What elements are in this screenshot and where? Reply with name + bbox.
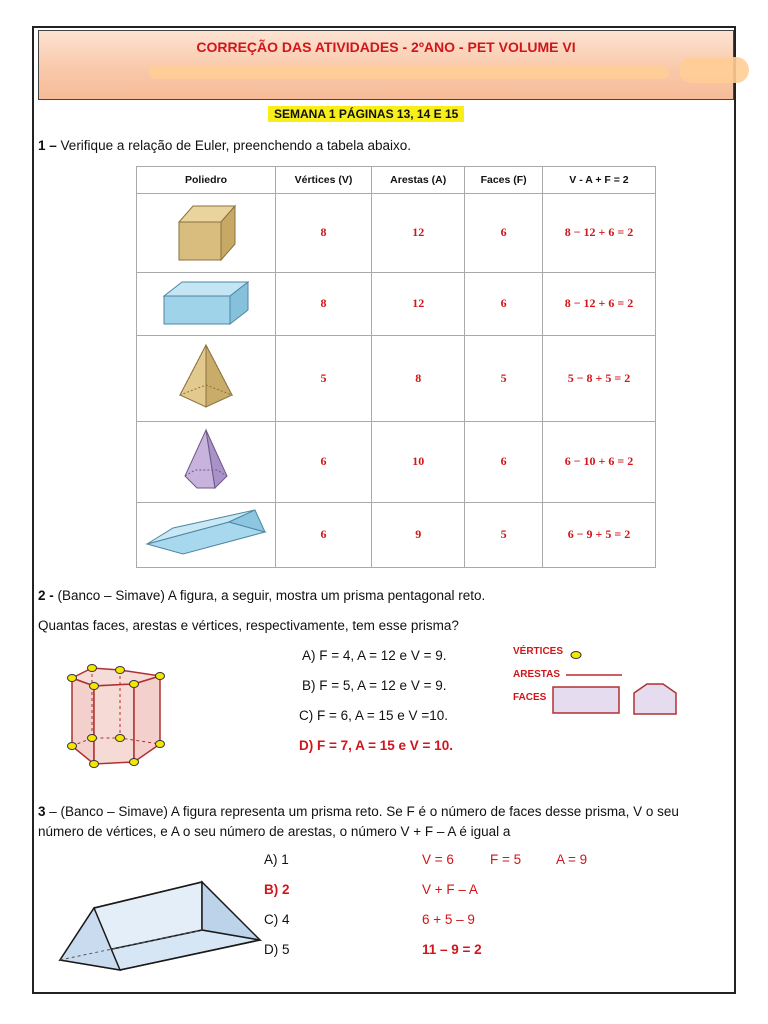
question-2-prompt: Quantas faces, arestas e vértices, respectivamente, tem esse prisma? (38, 618, 459, 633)
q3-option-a: A) 1 (264, 852, 289, 867)
q2-option-b: B) F = 5, A = 12 e V = 9. (302, 678, 447, 693)
table-cell-edges: 9 (372, 502, 465, 567)
header-decoration-blob (679, 57, 749, 83)
pentagonal-pyramid-icon (137, 421, 276, 502)
header-banner (38, 30, 734, 100)
rectangular-prism-icon (137, 272, 276, 335)
table-cell-vertices: 6 (276, 421, 372, 502)
triangular-prism-figure (56, 880, 264, 972)
q3-work-formula: V + F – A (422, 882, 478, 897)
q3-option-b-answer: B) 2 (264, 882, 290, 897)
table-cell-vertices: 6 (276, 502, 372, 567)
table-cell-faces: 5 (465, 335, 543, 421)
table-header: Vértices (V) (276, 167, 372, 194)
table-row (137, 421, 656, 502)
legend-vertices: VÉRTICES (513, 646, 564, 657)
question-1-text: Verifique a relação de Euler, preenchendo a tabela abaixo. (60, 138, 412, 153)
table-header: Poliedro (137, 167, 276, 194)
table-cell-equation: 6 − 10 + 6 = 2 (542, 421, 655, 502)
question-2 (38, 588, 485, 603)
q2-option-d-answer: D) F = 7, A = 15 e V = 10. (299, 738, 453, 753)
legend-edges: ARESTAS (513, 669, 561, 680)
table-cell-equation: 8 − 12 + 6 = 2 (542, 272, 655, 335)
question-2-number: 2 - (38, 588, 54, 603)
table-header: Faces (F) (465, 167, 543, 194)
question-3 (38, 802, 726, 842)
q3-option-d: D) 5 (264, 942, 290, 957)
table-cell-faces: 6 (465, 194, 543, 273)
question-3-text: Banco – Simave) A figura representa um prisma reto. Se F é o número de faces desse prisma, V o seu número de vértices, e A o seu número de arestas, o número V + F – A é igual a (38, 804, 679, 839)
table-cell-vertices: 8 (276, 194, 372, 273)
pentagonal-prism-figure (60, 660, 176, 772)
table-cell-edges: 10 (372, 421, 465, 502)
legend-faces: FACES (513, 692, 547, 703)
header-decoration (149, 65, 669, 79)
question-1-number: 1 – (38, 138, 57, 153)
question-3-dash: – ( (49, 804, 66, 819)
week-label: SEMANA 1 PÁGINAS 13, 14 E 15 (268, 106, 464, 122)
edge-line-icon (566, 673, 622, 677)
table-cell-edges: 12 (372, 194, 465, 273)
question-1 (38, 138, 411, 153)
square-pyramid-icon (137, 335, 276, 421)
table-row (137, 335, 656, 421)
triangular-prism-icon (137, 502, 276, 567)
question-2-text: (Banco – Simave) A figura, a seguir, mostra um prisma pentagonal reto. (57, 588, 486, 603)
table-header: Arestas (A) (372, 167, 465, 194)
table-cell-faces: 5 (465, 502, 543, 567)
vertex-marker-icon (569, 650, 583, 660)
table-row (137, 502, 656, 567)
question-3-number: 3 (38, 804, 46, 819)
table-header-row (137, 167, 656, 194)
q2-option-c: C) F = 6, A = 15 e V =10. (299, 708, 448, 723)
q3-option-c: C) 4 (264, 912, 290, 927)
q2-option-a: A) F = 4, A = 12 e V = 9. (302, 648, 447, 663)
table-cell-vertices: 8 (276, 272, 372, 335)
table-row (137, 272, 656, 335)
table-cell-faces: 6 (465, 272, 543, 335)
q3-work-substitution: 6 + 5 – 9 (422, 912, 475, 927)
q3-work-edges: A = 9 (556, 852, 588, 867)
table-cell-equation: 6 − 9 + 5 = 2 (542, 502, 655, 567)
table-cell-equation: 5 − 8 + 5 = 2 (542, 335, 655, 421)
rectangle-face-icon (552, 686, 620, 714)
pentagon-face-icon (633, 683, 677, 715)
page-title: CORREÇÃO DAS ATIVIDADES - 2ºANO - PET VOLUME VI (196, 39, 576, 55)
euler-table (136, 166, 656, 568)
table-cell-equation: 8 − 12 + 6 = 2 (542, 194, 655, 273)
cube-icon (137, 194, 276, 273)
q3-work-vertices: V = 6 (422, 852, 454, 867)
table-cell-edges: 12 (372, 272, 465, 335)
table-cell-edges: 8 (372, 335, 465, 421)
table-cell-vertices: 5 (276, 335, 372, 421)
q3-work-faces: F = 5 (490, 852, 522, 867)
table-cell-faces: 6 (465, 421, 543, 502)
table-row (137, 194, 656, 273)
q3-work-result: 11 – 9 = 2 (422, 942, 482, 957)
table-header: V - A + F = 2 (542, 167, 655, 194)
